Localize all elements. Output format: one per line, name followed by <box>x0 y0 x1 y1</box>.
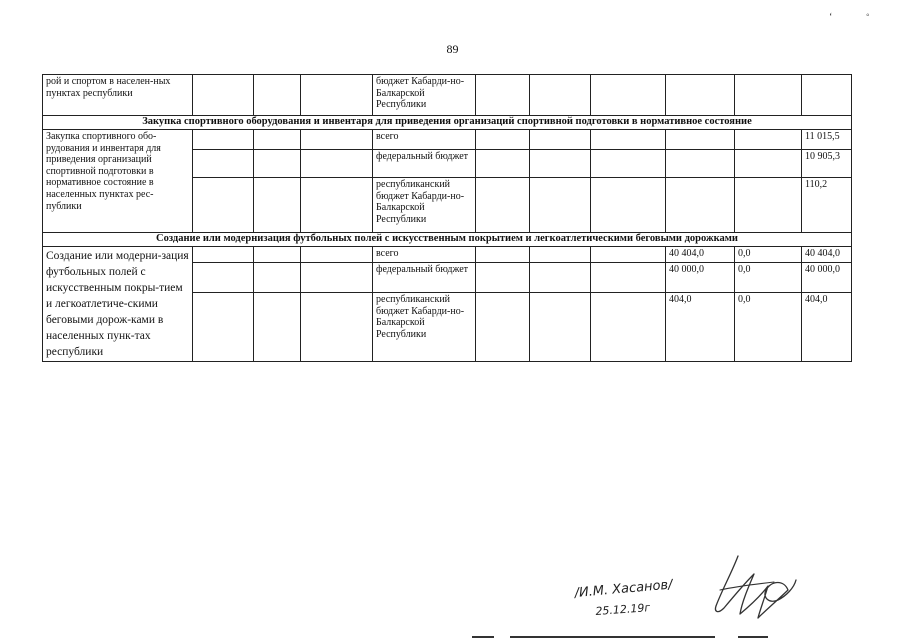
total-value: 10 905,3 <box>802 150 852 178</box>
page-number: 89 <box>446 42 459 56</box>
section-header-row <box>43 116 852 130</box>
value-cell: 40 404,0 <box>666 247 735 263</box>
table-row <box>43 130 852 150</box>
funding-source: федеральный бюджет <box>373 263 476 293</box>
total-value: 11 015,5 <box>802 130 852 150</box>
bottom-edge-line <box>472 636 494 638</box>
table-row <box>43 75 852 116</box>
funding-source: всего <box>373 130 476 150</box>
row-description: рой и спортом в населен-ных пунктах республики <box>43 75 193 116</box>
value-cell: 40 000,0 <box>666 263 735 293</box>
funding-source: республиканский бюджет Кабарди-но-Балкарской Республики <box>373 293 476 362</box>
signature-date: 25.12.19г <box>595 601 651 618</box>
table-row <box>43 247 852 263</box>
corner-mark: ‘ <box>829 12 833 23</box>
value-cell: 0,0 <box>735 263 802 293</box>
total-value: 404,0 <box>802 293 852 362</box>
value-cell: 0,0 <box>735 293 802 362</box>
row-description: Закупка спортивного обо-рудования и инвентаря для приведения организаций спортивной подготовки в нормативное состояние в населенных пунктах рес-публики <box>43 130 193 233</box>
row-description: Создание или модерни-зация футбольных полей с искусственным покры-тием и легкоатлетиче-скими беговыми дорож-ками в населенных пунк-тах республики <box>43 247 193 362</box>
section-title: Закупка спортивного оборудования и инвентаря для приведения организаций спортивной подготовки в нормативное состояние <box>43 116 852 130</box>
funding-source: федеральный бюджет <box>373 150 476 178</box>
funding-source: бюджет Кабарди-но-Балкарской Республики <box>373 75 476 116</box>
funding-source: республиканский бюджет Кабарди-но-Балкарской Республики <box>373 178 476 233</box>
section-header-row <box>43 233 852 247</box>
corner-mark: ◦ <box>866 10 870 21</box>
funding-source: всего <box>373 247 476 263</box>
total-value: 110,2 <box>802 178 852 233</box>
bottom-edge-line <box>510 636 715 638</box>
value-cell: 0,0 <box>735 247 802 263</box>
value-cell: 404,0 <box>666 293 735 362</box>
signatory-name: /И.М. Хасанов/ <box>574 577 674 601</box>
total-value: 40 404,0 <box>802 247 852 263</box>
total-value: 40 000,0 <box>802 263 852 293</box>
section-title: Создание или модернизация футбольных полей с искусственным покрытием и легкоатлетическими беговыми дорожками <box>43 233 852 247</box>
budget-table <box>42 74 852 362</box>
handwritten-signature <box>708 550 803 630</box>
bottom-edge-line <box>738 636 768 638</box>
